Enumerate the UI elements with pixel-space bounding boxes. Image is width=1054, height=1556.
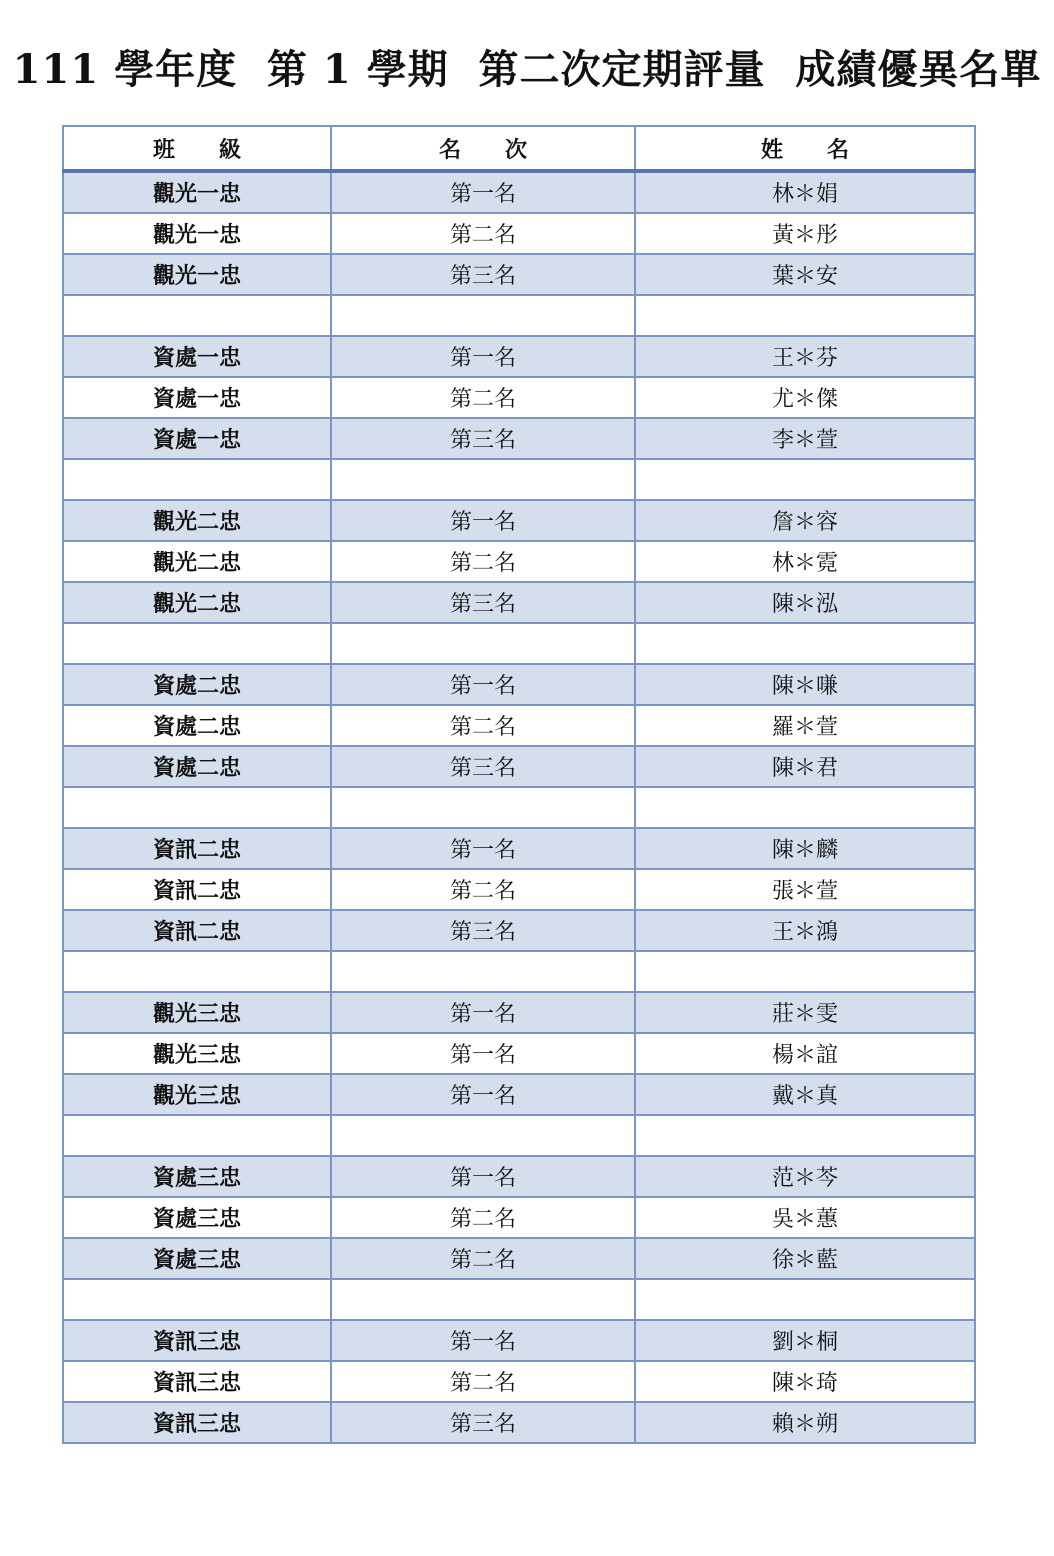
- cell-rank: 第一名: [331, 992, 635, 1033]
- cell-class: [63, 951, 331, 992]
- cell-name: 陳＊泓: [635, 582, 975, 623]
- spacer-row: [63, 623, 975, 664]
- cell-name: [635, 951, 975, 992]
- table-row: [63, 418, 975, 459]
- cell-class: [63, 459, 331, 500]
- cell-name: 楊＊誼: [635, 1033, 975, 1074]
- cell-name: 尤＊傑: [635, 377, 975, 418]
- cell-class: 資處一忠: [63, 377, 331, 418]
- cell-rank: 第三名: [331, 910, 635, 951]
- table-row: [63, 828, 975, 869]
- cell-name: 劉＊桐: [635, 1320, 975, 1361]
- column-header-name: 姓 名: [635, 126, 975, 171]
- cell-class: 觀光一忠: [63, 254, 331, 295]
- spacer-row: [63, 787, 975, 828]
- cell-rank: 第一名: [331, 1156, 635, 1197]
- table-row: [63, 377, 975, 418]
- cell-rank: [331, 1115, 635, 1156]
- cell-name: [635, 459, 975, 500]
- cell-class: 資訊三忠: [63, 1320, 331, 1361]
- table-row: [63, 746, 975, 787]
- cell-class: 觀光一忠: [63, 213, 331, 254]
- cell-rank: 第二名: [331, 377, 635, 418]
- cell-name: 賴＊朔: [635, 1402, 975, 1443]
- cell-class: [63, 787, 331, 828]
- cell-class: 觀光三忠: [63, 1033, 331, 1074]
- cell-rank: [331, 459, 635, 500]
- cell-name: 羅＊萱: [635, 705, 975, 746]
- cell-name: [635, 1279, 975, 1320]
- cell-class: 資處三忠: [63, 1156, 331, 1197]
- cell-rank: 第一名: [331, 1074, 635, 1115]
- cell-name: 李＊萱: [635, 418, 975, 459]
- cell-name: 林＊霓: [635, 541, 975, 582]
- cell-class: 觀光三忠: [63, 1074, 331, 1115]
- table-row: [63, 1320, 975, 1361]
- cell-name: 莊＊雯: [635, 992, 975, 1033]
- cell-name: 葉＊安: [635, 254, 975, 295]
- table-row: [63, 541, 975, 582]
- cell-name: 陳＊嗛: [635, 664, 975, 705]
- cell-rank: 第二名: [331, 1238, 635, 1279]
- cell-rank: [331, 951, 635, 992]
- cell-class: 資訊二忠: [63, 869, 331, 910]
- cell-class: 資處三忠: [63, 1238, 331, 1279]
- cell-rank: [331, 623, 635, 664]
- table-row: [63, 336, 975, 377]
- cell-class: 觀光二忠: [63, 582, 331, 623]
- cell-rank: [331, 787, 635, 828]
- spacer-row: [63, 459, 975, 500]
- table-row: [63, 992, 975, 1033]
- table-row: [63, 664, 975, 705]
- table-body: [63, 171, 975, 1443]
- cell-rank: 第一名: [331, 336, 635, 377]
- cell-class: 資訊二忠: [63, 910, 331, 951]
- honor-roll-table: [62, 125, 976, 1444]
- cell-name: [635, 295, 975, 336]
- table-row: [63, 1402, 975, 1443]
- table-row: [63, 869, 975, 910]
- cell-class: [63, 1115, 331, 1156]
- spacer-row: [63, 1279, 975, 1320]
- cell-rank: 第三名: [331, 746, 635, 787]
- table-row: [63, 254, 975, 295]
- cell-name: 陳＊琦: [635, 1361, 975, 1402]
- cell-rank: 第三名: [331, 1402, 635, 1443]
- table-row: [63, 1197, 975, 1238]
- cell-class: 觀光三忠: [63, 992, 331, 1033]
- table-row: [63, 910, 975, 951]
- table-row: [63, 582, 975, 623]
- cell-name: 黃＊彤: [635, 213, 975, 254]
- cell-class: 資處二忠: [63, 705, 331, 746]
- cell-class: 觀光二忠: [63, 541, 331, 582]
- cell-rank: 第二名: [331, 869, 635, 910]
- cell-name: 張＊萱: [635, 869, 975, 910]
- cell-class: [63, 1279, 331, 1320]
- cell-name: [635, 623, 975, 664]
- spacer-row: [63, 295, 975, 336]
- cell-class: [63, 623, 331, 664]
- cell-class: 資處二忠: [63, 746, 331, 787]
- table-row: [63, 500, 975, 541]
- cell-name: [635, 787, 975, 828]
- column-header-rank: 名 次: [331, 126, 635, 171]
- cell-name: [635, 1115, 975, 1156]
- page-title: 111 學年度 第 1 學期 第二次定期評量 成績優異名單: [12, 46, 1042, 93]
- cell-rank: 第一名: [331, 828, 635, 869]
- table-row: [63, 1033, 975, 1074]
- cell-name: 王＊芬: [635, 336, 975, 377]
- cell-rank: 第二名: [331, 705, 635, 746]
- cell-rank: 第一名: [331, 664, 635, 705]
- spacer-row: [63, 1115, 975, 1156]
- cell-rank: [331, 295, 635, 336]
- table-row: [63, 171, 975, 213]
- cell-class: 資處一忠: [63, 336, 331, 377]
- cell-rank: 第一名: [331, 500, 635, 541]
- table-header-row: [63, 126, 975, 171]
- cell-class: 資訊三忠: [63, 1402, 331, 1443]
- cell-name: 戴＊真: [635, 1074, 975, 1115]
- cell-name: 陳＊麟: [635, 828, 975, 869]
- table-row: [63, 1238, 975, 1279]
- column-header-class: 班 級: [63, 126, 331, 171]
- cell-name: 陳＊君: [635, 746, 975, 787]
- cell-name: 林＊娟: [635, 171, 975, 213]
- cell-name: 王＊鴻: [635, 910, 975, 951]
- cell-rank: 第三名: [331, 418, 635, 459]
- cell-rank: 第三名: [331, 582, 635, 623]
- table-row: [63, 1156, 975, 1197]
- table-row: [63, 705, 975, 746]
- cell-class: [63, 295, 331, 336]
- cell-class: 資訊三忠: [63, 1361, 331, 1402]
- cell-class: 觀光一忠: [63, 171, 331, 213]
- cell-rank: 第三名: [331, 254, 635, 295]
- cell-class: 觀光二忠: [63, 500, 331, 541]
- cell-rank: 第二名: [331, 1361, 635, 1402]
- table-row: [63, 213, 975, 254]
- cell-class: 資處二忠: [63, 664, 331, 705]
- cell-rank: [331, 1279, 635, 1320]
- cell-name: 詹＊容: [635, 500, 975, 541]
- cell-name: 范＊芩: [635, 1156, 975, 1197]
- cell-name: 吳＊蕙: [635, 1197, 975, 1238]
- cell-rank: 第一名: [331, 1033, 635, 1074]
- cell-rank: 第二名: [331, 541, 635, 582]
- table-row: [63, 1361, 975, 1402]
- spacer-row: [63, 951, 975, 992]
- cell-rank: 第一名: [331, 1320, 635, 1361]
- cell-rank: 第一名: [331, 171, 635, 213]
- cell-class: 資訊二忠: [63, 828, 331, 869]
- cell-rank: 第二名: [331, 1197, 635, 1238]
- cell-class: 資處一忠: [63, 418, 331, 459]
- cell-rank: 第二名: [331, 213, 635, 254]
- cell-name: 徐＊藍: [635, 1238, 975, 1279]
- cell-class: 資處三忠: [63, 1197, 331, 1238]
- table-row: [63, 1074, 975, 1115]
